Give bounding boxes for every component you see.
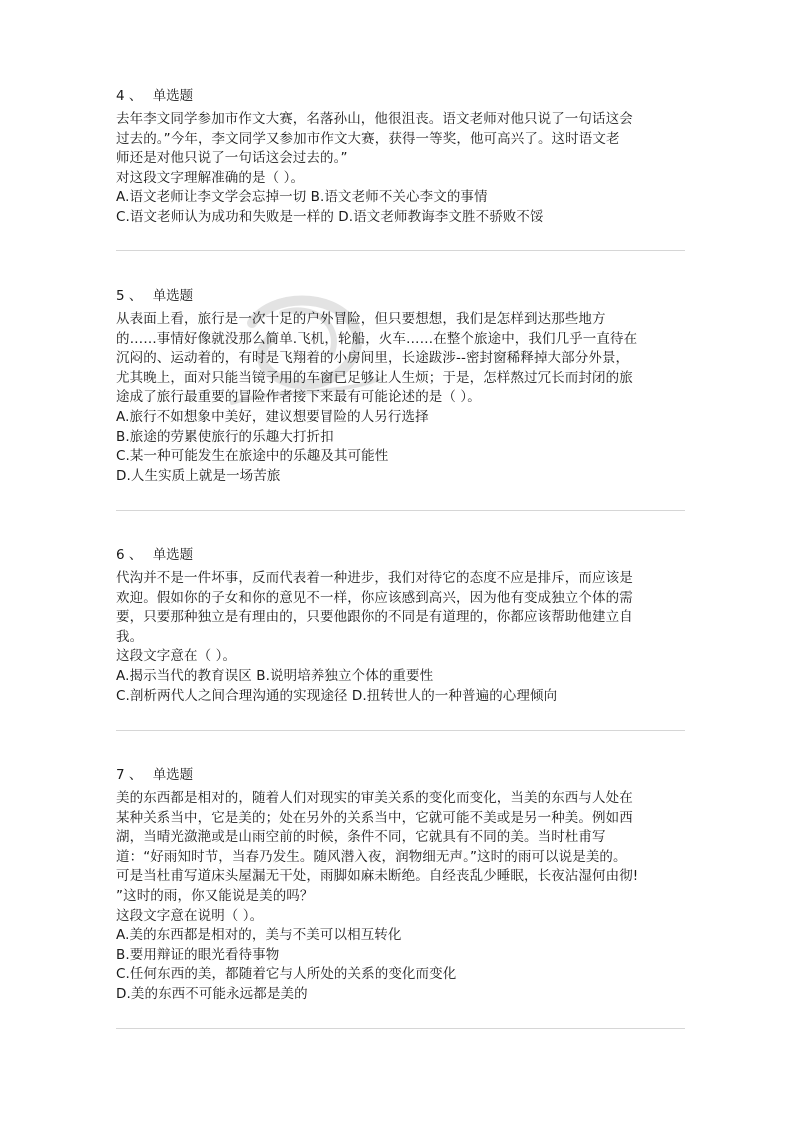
question-type: 单选题	[152, 547, 194, 563]
question-text-line: 湖，当晴光潋滟或是山雨空前的时候，条件不同，它就具有不同的美。当时杜甫写	[116, 829, 606, 846]
question-text-line: 沉闷的、运动着的，有时是飞翔着的小房间里，长途跋涉--密封窗稀释掉大部分外景，	[116, 350, 630, 367]
answer-option-b: B.旅途的劳累使旅行的乐趣大打折扣	[116, 428, 334, 445]
question-divider	[116, 250, 685, 251]
question-5	[116, 286, 686, 486]
question-text-line: 可是当杜甫写道床头屋漏无干处，雨脚如麻未断绝。自经丧乱少睡眠，长夜沾湿何由彻!	[116, 868, 639, 885]
question-number: 6	[116, 547, 125, 563]
question-text-line: 欢迎。假如你的子女和你的意见不一样，你应该感到高兴，因为他有变成独立个体的需	[116, 589, 633, 606]
question-text-line: 师还是对他只说了一句话这会过去的。”	[116, 150, 348, 167]
answer-options: C.语文老师认为成功和失败是一样的 D.语文老师教诲李文胜不骄败不馁	[116, 208, 544, 225]
question-text-line: 从表面上看，旅行是一次十足的户外冒险，但只要想想，我们是怎样到达那些地方	[116, 311, 606, 327]
question-header	[116, 765, 686, 785]
question-separator: 、	[128, 88, 143, 104]
question-6	[116, 545, 686, 706]
question-4	[116, 86, 686, 228]
question-text-line: 道：“好雨知时节，当春乃发生。随风潜入夜，润物细无声。”这时的雨可以说是美的。	[116, 848, 627, 865]
question-text-line: 过去的。”今年，李文同学又参加市作文大赛，获得一等奖，他可高兴了。这时语文老	[116, 130, 620, 147]
question-separator: 、	[128, 288, 143, 304]
question-prompt: 这段文字意在（ ）。	[116, 648, 237, 665]
answer-option-c: C.某一种可能发生在旅途中的乐趣及其可能性	[116, 448, 389, 465]
question-7	[116, 765, 686, 1005]
question-header	[116, 86, 686, 106]
answer-option-c: C.任何东西的美，都随着它与人所处的关系的变化而变化	[116, 966, 457, 983]
question-header	[116, 286, 686, 306]
answer-option-a: A.旅行不如想象中美好，建议想要冒险的人另行选择	[116, 408, 429, 425]
question-number: 4	[116, 88, 125, 104]
question-separator: 、	[128, 547, 143, 563]
answer-option-d: D.人生实质上就是一场苦旅	[116, 467, 281, 484]
question-separator: 、	[128, 767, 143, 783]
question-text-line: 要，只要那种独立是有理由的，只要他跟你的不同是有道理的，你都应该帮助他建立自	[116, 609, 633, 626]
answer-options: C.剖析两代人之间合理沟通的实现途径 D.扭转世人的一种普遍的心理倾向	[116, 687, 558, 704]
answer-options: A.语文老师让李文学会忘掉一切 B.语文老师不关心李文的事情	[116, 189, 488, 206]
question-divider	[116, 1028, 685, 1029]
question-divider	[116, 730, 685, 731]
question-text-line: 美的东西都是相对的，随着人们对现实的审美关系的变化而变化，当美的东西与人处在	[116, 790, 633, 806]
question-text-line: 去年李文同学参加市作文大赛，名落孙山，他很沮丧。语文老师对他只说了一句话这会	[116, 111, 633, 127]
question-prompt: 途成了旅行最重要的冒险作者接下来最有可能论述的是（ ）。	[116, 389, 481, 406]
question-text-line: 我。	[116, 628, 144, 645]
question-text-line: ”这时的雨，你又能说是美的吗？	[116, 887, 314, 904]
question-number: 7	[116, 767, 125, 783]
question-type: 单选题	[152, 288, 194, 304]
answer-options: A.揭示当代的教育误区 B.说明培养独立个体的重要性	[116, 667, 434, 684]
question-text-line: 尤其晚上，面对只能当镜子用的车窗已足够让人生烦；于是，怎样熬过冗长而封闭的旅	[116, 369, 633, 386]
question-text-line: 的……事情好像就没那么简单.飞机，轮船，火车……在整个旅途中，我们几乎一直待在	[116, 330, 638, 347]
question-prompt: 这段文字意在说明（ ）。	[116, 907, 264, 924]
answer-option-d: D.美的东西不可能永远都是美的	[116, 985, 308, 1002]
question-number: 5	[116, 288, 125, 304]
answer-option-b: B.要用辩证的眼光看待事物	[116, 946, 280, 963]
question-type: 单选题	[152, 767, 194, 783]
question-divider	[116, 510, 685, 511]
question-text-line: 代沟并不是一件坏事，反而代表着一种进步，我们对待它的态度不应是排斥，而应该是	[116, 570, 633, 586]
question-type: 单选题	[152, 88, 194, 104]
question-header	[116, 545, 686, 565]
answer-option-a: A.美的东西都是相对的，美与不美可以相互转化	[116, 927, 402, 944]
question-text-line: 某种关系当中，它是美的；处在另外的关系当中，它就可能不美或是另一种美。例如西	[116, 809, 633, 826]
question-prompt: 对这段文字理解准确的是（ ）。	[116, 169, 305, 186]
